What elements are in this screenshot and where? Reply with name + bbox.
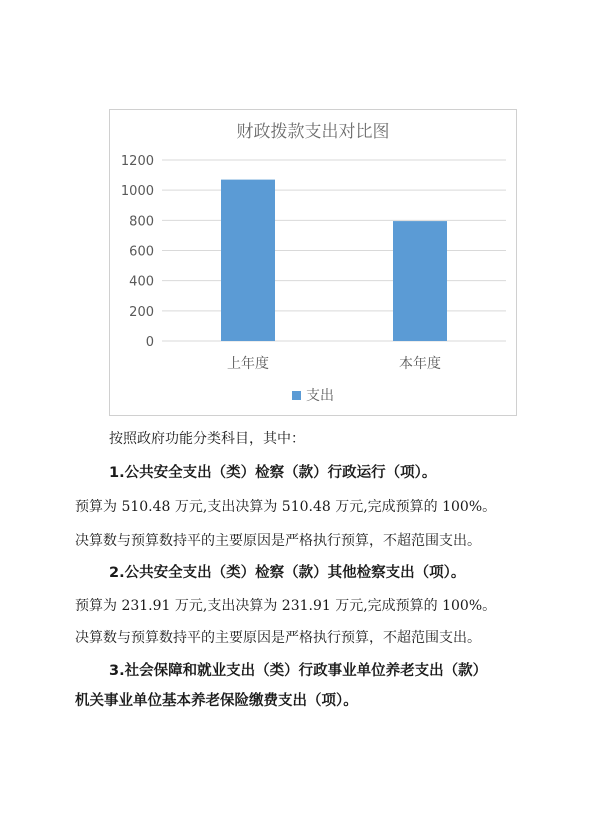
y-tick-label: 600 bbox=[129, 244, 154, 260]
y-tick-label: 200 bbox=[129, 304, 154, 320]
chart-canvas bbox=[110, 110, 516, 415]
y-tick-label: 800 bbox=[129, 214, 154, 230]
item2-budget-line: 预算为 231.91 万元,支出决算为 231.91 万元,完成预算的 100%。 bbox=[75, 598, 497, 614]
chart-title: 财政拨款支出对比图 bbox=[236, 122, 390, 142]
bar-1 bbox=[221, 180, 275, 341]
item1-budget-line: 预算为 510.48 万元,支出决算为 510.48 万元,完成预算的 100%。 bbox=[75, 499, 497, 515]
y-tick-label: 0 bbox=[145, 335, 154, 350]
y-tick-label: 1200 bbox=[120, 154, 154, 169]
expenditure-bar-chart bbox=[109, 109, 517, 416]
item3-heading-line2: 机关事业单位基本养老保险缴费支出（项）。 bbox=[75, 693, 358, 709]
legend-swatch bbox=[292, 391, 301, 400]
item2-reason-line: 决算数与预算数持平的主要原因是严格执行预算，不超范围支出。 bbox=[75, 630, 481, 646]
item3-heading-line1: 3.社会保障和就业支出（类）行政事业单位养老支出（款） bbox=[109, 663, 488, 679]
legend-label: 支出 bbox=[306, 388, 334, 404]
y-tick-label: 400 bbox=[129, 274, 154, 290]
item1-reason-line: 决算数与预算数持平的主要原因是严格执行预算，不超范围支出。 bbox=[75, 533, 481, 549]
bar-2 bbox=[393, 221, 447, 341]
x-tick-label: 本年度 bbox=[399, 356, 441, 372]
item2-heading: 2.公共安全支出（类）检察（款）其他检察支出（项）。 bbox=[109, 565, 466, 581]
intro-text: 按照政府功能分类科目，其中： bbox=[109, 431, 305, 447]
x-tick-label: 上年度 bbox=[227, 356, 269, 372]
y-tick-label: 1000 bbox=[120, 184, 154, 200]
item1-heading: 1.公共安全支出（类）检察（款）行政运行（项）。 bbox=[109, 465, 437, 481]
